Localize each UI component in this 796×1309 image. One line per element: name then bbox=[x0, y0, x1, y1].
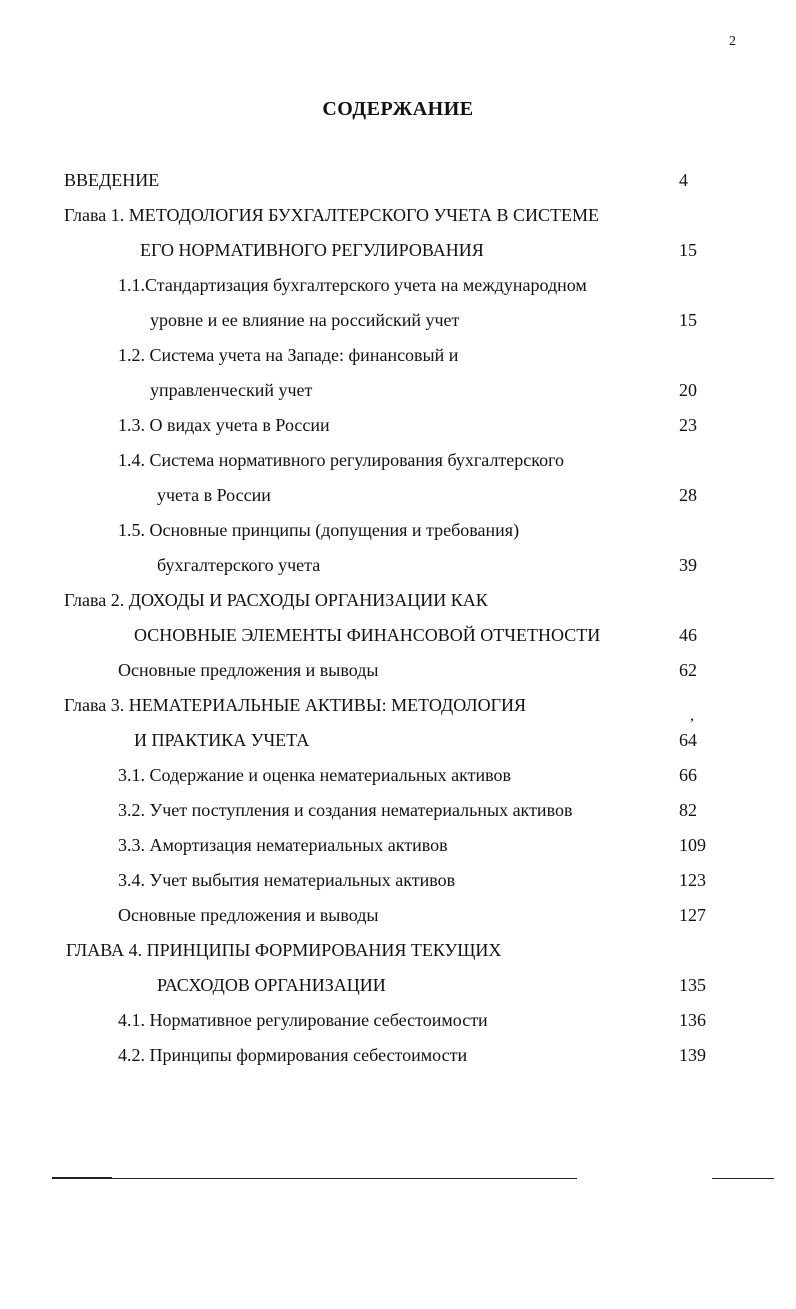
toc-entry-page: 139 bbox=[679, 1045, 706, 1065]
toc-entry-text: 4.1. Нормативное регулирование себестоимости bbox=[118, 1010, 488, 1030]
toc-entry-text: 3.4. Учет выбытия нематериальных активов bbox=[118, 870, 456, 890]
toc-entry bbox=[0, 765, 796, 795]
toc-entry-page: 82 bbox=[679, 800, 697, 820]
toc-entry bbox=[0, 240, 796, 270]
footer-rule bbox=[112, 1178, 577, 1179]
scan-speck: ’ bbox=[690, 715, 694, 729]
toc-entry-page: 39 bbox=[679, 555, 697, 575]
toc-entry-page: 66 bbox=[679, 765, 697, 785]
toc-entry-text: РАСХОДОВ ОРГАНИЗАЦИИ bbox=[157, 975, 386, 995]
toc-entry bbox=[0, 555, 796, 585]
toc-entry-text: 4.2. Принципы формирования себестоимости bbox=[118, 1045, 468, 1065]
toc-entry bbox=[0, 835, 796, 865]
toc-entry bbox=[0, 730, 796, 760]
toc-entry-text: 3.2. Учет поступления и создания нематериальных активов bbox=[118, 800, 573, 820]
toc-entry-text: уровне и ее влияние на российский учет bbox=[150, 310, 460, 330]
toc-entry-page: 127 bbox=[679, 905, 706, 925]
toc-entry-page: 64 bbox=[679, 730, 697, 750]
toc-entry bbox=[0, 205, 796, 235]
toc-entry-page: 28 bbox=[679, 485, 697, 505]
toc-entry-page: 46 bbox=[679, 625, 697, 645]
toc-entry-page: 135 bbox=[679, 975, 706, 995]
page-title: СОДЕРЖАНИЕ bbox=[322, 98, 474, 120]
toc-entry bbox=[0, 1010, 796, 1040]
toc-entry bbox=[0, 1045, 796, 1075]
toc-entry bbox=[0, 590, 796, 620]
toc-entry-text: ГЛАВА 4. ПРИНЦИПЫ ФОРМИРОВАНИЯ ТЕКУЩИХ bbox=[66, 940, 502, 960]
toc-entry bbox=[0, 275, 796, 305]
toc-entry bbox=[0, 170, 796, 200]
toc-entry-text: 1.3. О видах учета в России bbox=[118, 415, 330, 435]
toc-entry bbox=[0, 520, 796, 550]
toc-entry bbox=[0, 625, 796, 655]
toc-entry-page: 15 bbox=[679, 240, 697, 260]
toc-entry bbox=[0, 870, 796, 900]
toc-entry-text: 1.1.Стандартизация бухгалтерского учета на международном bbox=[118, 275, 587, 295]
toc-entry bbox=[0, 660, 796, 690]
toc-entry-text: 1.2. Система учета на Западе: финансовый и bbox=[118, 345, 459, 365]
page-number: 2 bbox=[729, 34, 736, 49]
toc-entry-text: ОСНОВНЫЕ ЭЛЕМЕНТЫ ФИНАНСОВОЙ ОТЧЕТНОСТИ bbox=[134, 625, 601, 645]
toc-entry-text: 1.5. Основные принципы (допущения и требования) bbox=[118, 520, 520, 540]
toc-entry-page: 123 bbox=[679, 870, 706, 890]
toc-entry-page: 62 bbox=[679, 660, 697, 680]
toc-entry bbox=[0, 415, 796, 445]
toc-entry-page: 109 bbox=[679, 835, 706, 855]
footer-rule bbox=[712, 1178, 774, 1179]
toc-entry-text: управленческий учет bbox=[150, 380, 313, 400]
toc-entry-page: 136 bbox=[679, 1010, 706, 1030]
toc-entry bbox=[0, 940, 796, 970]
toc-entry-text: 3.1. Содержание и оценка нематериальных активов bbox=[118, 765, 512, 785]
toc-entry bbox=[0, 380, 796, 410]
toc-entry-text: 3.3. Амортизация нематериальных активов bbox=[118, 835, 448, 855]
toc-entry-text: учета в России bbox=[157, 485, 271, 505]
toc-entry bbox=[0, 310, 796, 340]
toc-entry-text: ВВЕДЕНИЕ bbox=[64, 170, 160, 190]
toc-entry-text: Глава 3. НЕМАТЕРИАЛЬНЫЕ АКТИВЫ: МЕТОДОЛОГИЯ bbox=[64, 695, 526, 715]
toc-entry bbox=[0, 695, 796, 725]
toc-entry-text: ЕГО НОРМАТИВНОГО РЕГУЛИРОВАНИЯ bbox=[140, 240, 484, 260]
toc-entry-page: 20 bbox=[679, 380, 697, 400]
toc-entry bbox=[0, 450, 796, 480]
toc-entry-text: Основные предложения и выводы bbox=[118, 660, 379, 680]
toc-entry-page: 15 bbox=[679, 310, 697, 330]
toc-entry-text: Основные предложения и выводы bbox=[118, 905, 379, 925]
toc-entry bbox=[0, 485, 796, 515]
toc-entry-page: 4 bbox=[679, 170, 688, 190]
footer-rule bbox=[52, 1177, 112, 1179]
toc-entry-text: И ПРАКТИКА УЧЕТА bbox=[134, 730, 310, 750]
toc-entry-text: 1.4. Система нормативного регулирования бухгалтерского bbox=[118, 450, 565, 470]
toc-entry-text: Глава 2. ДОХОДЫ И РАСХОДЫ ОРГАНИЗАЦИИ КАК bbox=[64, 590, 488, 610]
toc-entry bbox=[0, 975, 796, 1005]
toc-entry-text: бухгалтерского учета bbox=[157, 555, 321, 575]
toc-entry bbox=[0, 800, 796, 830]
toc-entry-page: 23 bbox=[679, 415, 697, 435]
toc-entry bbox=[0, 345, 796, 375]
toc-entry-text: Глава 1. МЕТОДОЛОГИЯ БУХГАЛТЕРСКОГО УЧЕТА В СИСТЕМЕ bbox=[64, 205, 600, 225]
toc-entry bbox=[0, 905, 796, 935]
